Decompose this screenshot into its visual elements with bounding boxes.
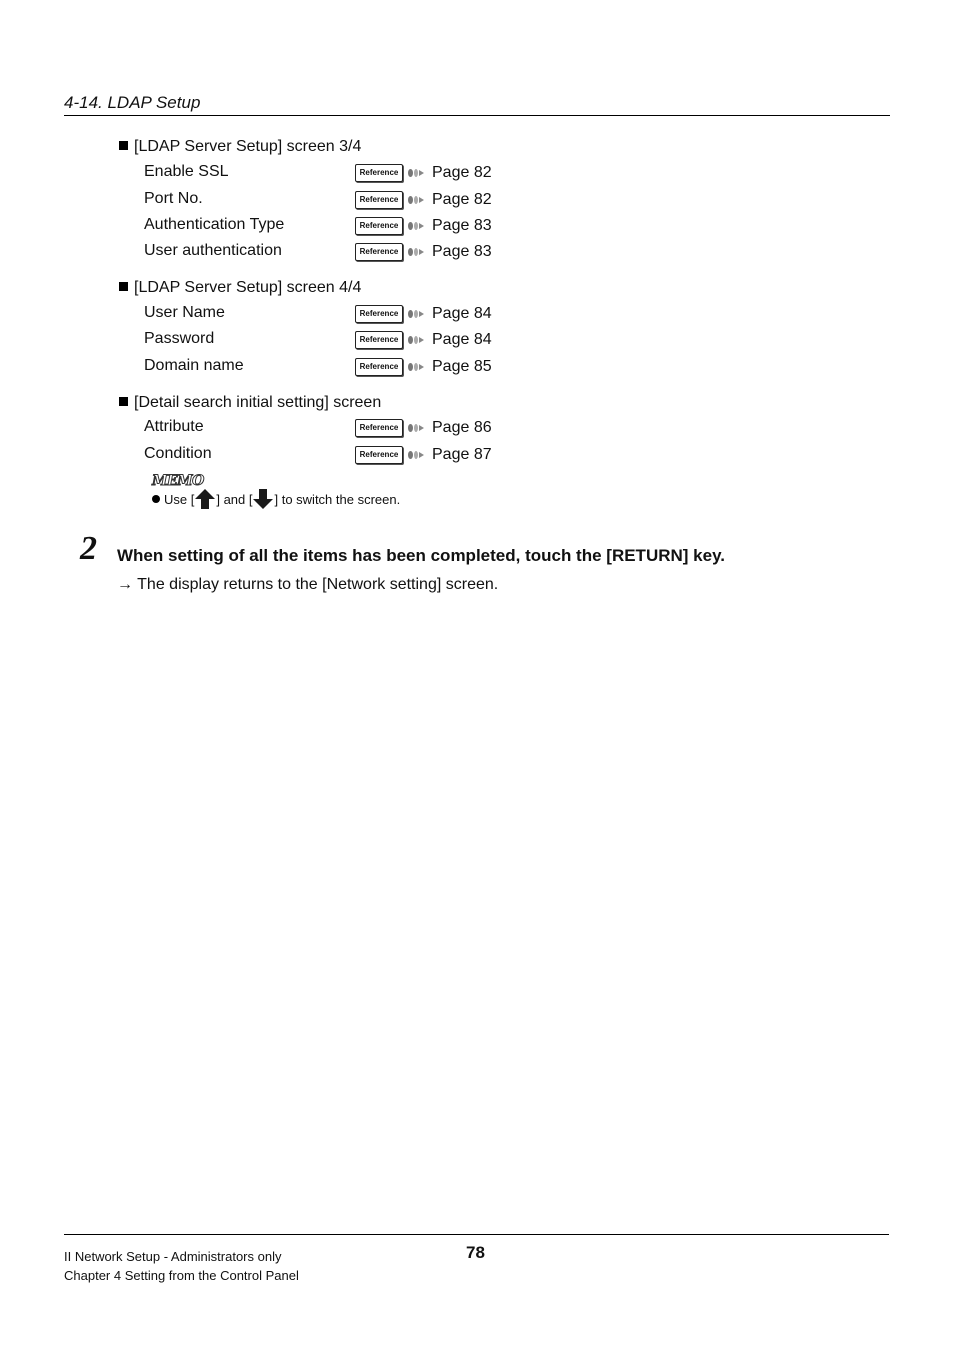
arrow-dots-icon <box>408 451 424 459</box>
up-arrow-key-icon <box>194 488 216 510</box>
page-reference: Page 87 <box>432 446 492 463</box>
footer-divider <box>64 1234 889 1235</box>
footer-line-2: Chapter 4 Setting from the Control Panel <box>64 1268 299 1283</box>
step-number: 2 <box>80 530 97 567</box>
page-reference: Page 82 <box>432 191 492 208</box>
square-bullet-icon <box>119 397 128 406</box>
step-result: → The display returns to the [Network setting] screen. <box>117 576 499 593</box>
item-password: Password <box>144 330 215 347</box>
round-bullet-icon <box>152 495 160 503</box>
reference-link[interactable] <box>355 217 492 235</box>
memo-label: MEMO <box>152 473 204 489</box>
reference-icon: Reference <box>355 305 403 323</box>
page-reference: Page 86 <box>432 419 492 436</box>
item-user-name: User Name <box>144 304 225 321</box>
reference-link[interactable] <box>355 446 492 464</box>
page-number: 78 <box>466 1243 485 1262</box>
page-reference: Page 85 <box>432 358 492 375</box>
down-arrow-key-icon <box>252 488 274 510</box>
square-bullet-icon <box>119 141 128 150</box>
arrow-dots-icon <box>408 310 424 318</box>
reference-link[interactable] <box>355 243 492 261</box>
arrow-dots-icon <box>408 196 424 204</box>
arrow-dots-icon <box>408 169 424 177</box>
reference-link[interactable] <box>355 305 492 323</box>
section-heading-ldap-4-4: [LDAP Server Setup] screen 4/4 <box>119 279 361 297</box>
reference-icon: Reference <box>355 358 403 376</box>
page-reference: Page 83 <box>432 243 492 260</box>
reference-icon: Reference <box>355 331 403 349</box>
page-reference: Page 83 <box>432 217 492 234</box>
arrow-dots-icon <box>408 222 424 230</box>
reference-icon: Reference <box>355 217 403 235</box>
reference-icon: Reference <box>355 191 403 209</box>
reference-icon: Reference <box>355 243 403 261</box>
footer-text <box>64 1247 299 1285</box>
item-port-no: Port No. <box>144 190 203 207</box>
reference-link[interactable] <box>355 191 492 209</box>
reference-link[interactable] <box>355 331 492 349</box>
arrow-dots-icon <box>408 424 424 432</box>
item-authentication-type: Authentication Type <box>144 216 285 233</box>
item-enable-ssl: Enable SSL <box>144 163 229 180</box>
arrow-dots-icon <box>408 336 424 344</box>
item-attribute: Attribute <box>144 418 204 435</box>
page-reference: Page 84 <box>432 331 492 348</box>
reference-icon: Reference <box>355 164 403 182</box>
header-divider <box>64 115 890 116</box>
item-user-authentication: User authentication <box>144 242 282 259</box>
square-bullet-icon <box>119 282 128 291</box>
arrow-dots-icon <box>408 363 424 371</box>
reference-link[interactable] <box>355 419 492 437</box>
item-domain-name: Domain name <box>144 357 244 374</box>
reference-icon: Reference <box>355 446 403 464</box>
item-condition: Condition <box>144 445 212 462</box>
page-header-title: 4-14. LDAP Setup <box>64 93 201 112</box>
section-heading-ldap-3-4: [LDAP Server Setup] screen 3/4 <box>119 138 361 156</box>
arrow-dots-icon <box>408 248 424 256</box>
reference-link[interactable] <box>355 164 492 182</box>
page-reference: Page 82 <box>432 164 492 181</box>
footer-line-1: II Network Setup - Administrators only <box>64 1249 282 1264</box>
page-reference: Page 84 <box>432 305 492 322</box>
section-heading-detail-search: [Detail search initial setting] screen <box>119 394 381 412</box>
step-instruction: When setting of all the items has been completed, touch the [RETURN] key. <box>117 546 725 565</box>
reference-link[interactable] <box>355 358 492 376</box>
memo-note: Use [ ] and [ ] to switch the screen. <box>152 488 400 510</box>
reference-icon: Reference <box>355 419 403 437</box>
